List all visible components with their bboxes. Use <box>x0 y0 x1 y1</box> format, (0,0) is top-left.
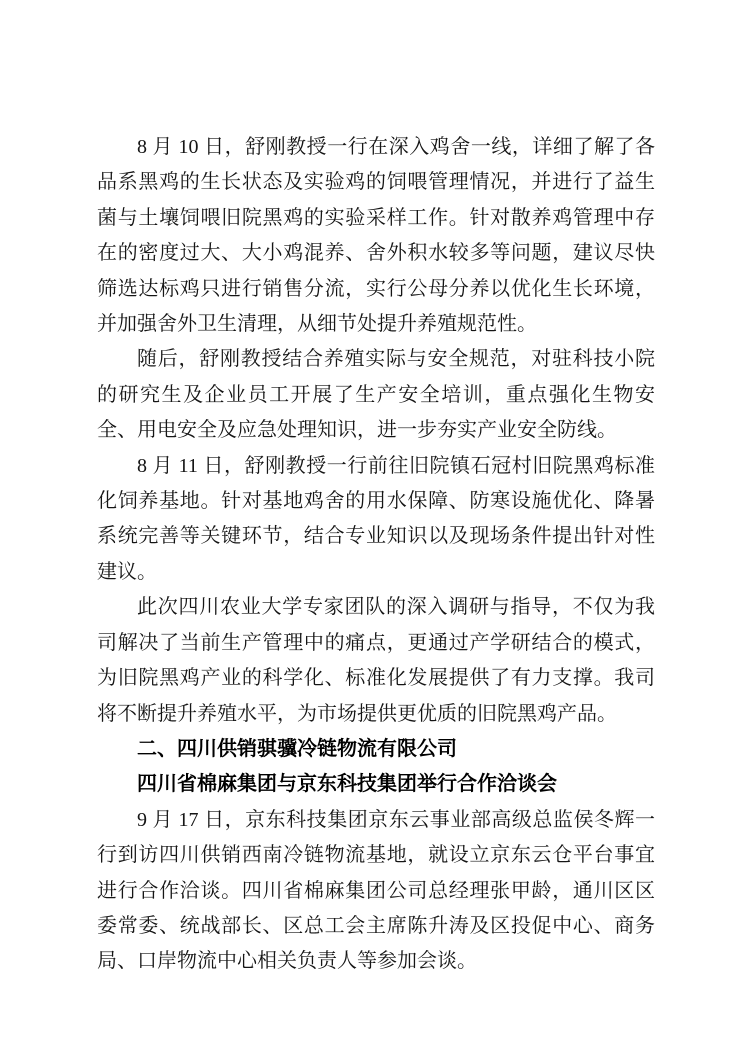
paragraph-safety-training: 随后，舒刚教授结合养殖实际与安全规范，对驻科技小院的研究生及企业员工开展了生产安全培训，重点强化生物安全、用电安全及应急处理知识，进一步夯实产业安全防线。 <box>97 348 655 442</box>
paragraph-summary: 此次四川农业大学专家团队的深入调研与指导，不仅为我司解决了当前生产管理中的痛点，更通过产学研结合的模式，为旧院黑鸡产业的科学化、标准化发展提供了有力支撑。我司将不断提升养殖水平，为市场提供更优质的旧院黑鸡产品。 <box>97 596 655 725</box>
paragraph-expert-visit-aug10: 8 月 10 日，舒刚教授一行在深入鸡舍一线，详细了解了各品系黑鸡的生长状态及实验鸡的饲喂管理情况，并进行了益生菌与土壤饲喂旧院黑鸡的实验采样工作。针对散养鸡管理中存在的密度过大、大小鸡混养、舍外积水较多等问题，建议尽快筛选达标鸡只进行销售分流，实行公母分养以优化生长环境，并加强舍外卫生清理，从细节处提升养殖规范性。 <box>97 136 655 336</box>
sub-heading-meeting: 四川省棉麻集团与京东科技集团举行合作洽谈会 <box>137 773 557 796</box>
section-heading-company: 二、四川供销骐骥冷链物流有限公司 <box>137 737 457 760</box>
document-body <box>97 130 655 980</box>
paragraph-meeting-sep17: 9 月 17 日，京东科技集团京东云事业部高级总监侯冬辉一行到访四川供销西南冷链物流基地，就设立京东云仓平台事宜进行合作洽谈。四川省棉麻集团公司总经理张甲龄，通川区区委常委、统战部长、区总工会主席陈升涛及区投促中心、商务局、口岸物流中心相关负责人等参加会谈。 <box>97 808 655 973</box>
paragraph-base-visit-aug11: 8 月 11 日，舒刚教授一行前往旧院镇石冠村旧院黑鸡标准化饲养基地。针对基地鸡舍的用水保障、防寒设施优化、降暑系统完善等关键环节，结合专业知识以及现场条件提出针对性建议。 <box>97 454 655 583</box>
